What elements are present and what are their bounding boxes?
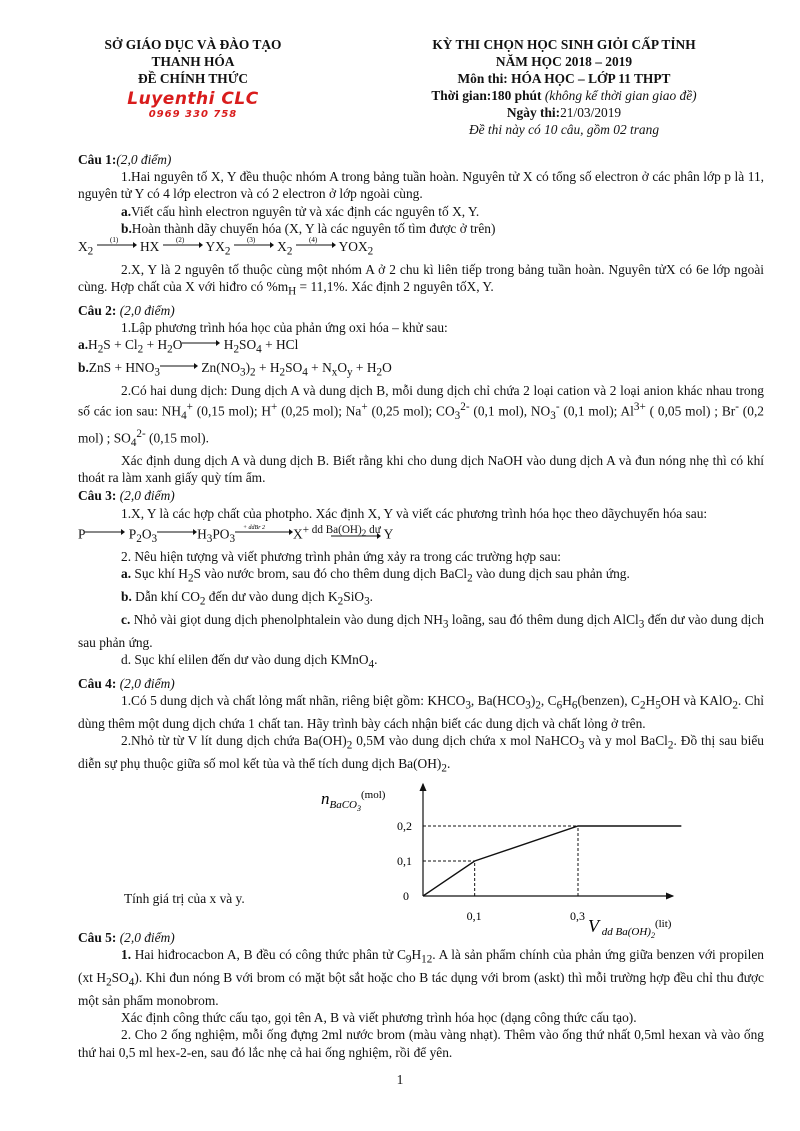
q3-part-d: d. Sục khí elilen đến dư vào dung dịch KMnO$_4$.: [121, 652, 378, 671]
brand-phone: 0969 330 758: [148, 109, 238, 120]
q4-part1: 1.Có 5 dung dịch và chất lỏng mất nhãn, riêng biệt gồm: $KHCO_3$, $Ba(HCO_3)_2$, $C_6H_6(benzen)$, $C_2H_5OH$ và KAlO$_2$. Chỉ dùng thêm một dung dịch chứa 1 chất tan. Hãy trình bày cách nhận biết các dung dịch và chất lỏng ở trên.: [78, 693, 765, 732]
question-3-title: Câu 3: (2,0 điểm): [78, 488, 175, 504]
svg-text:(2): (2): [175, 235, 184, 244]
series-line: [423, 826, 681, 896]
q1-chain: $X_2$ (1) HX (2) $YX_2$ (3) $X_2$ (4) $YOX_2$: [78, 235, 374, 258]
question-5-title: Câu 5: (2,0 điểm): [78, 930, 175, 946]
header-right: [364, 36, 764, 138]
department-name: SỞ GIÁO DỤC VÀ ĐÀO TẠO: [104, 37, 282, 52]
svg-text:+ ddBr 2: + ddBr 2: [243, 525, 266, 532]
exam-duration: Thời gian:180 phút (không kể thời gian giao đề): [431, 88, 697, 103]
q5-part3: Xác định công thức cấu tạo, gọi tên A, B và viết phương trình hóa học (dạng công thức cấu tạo).: [121, 1010, 637, 1026]
q3-part-c: c. Nhỏ vài giọt dung dịch phenolphtalein vào dung dịch $NH_3$ loãng, sau đó thêm dung dịch AlCl$_3$ đến dư vào dung dịch sau phản ứng.: [78, 612, 764, 650]
q2-part3: Xác định dung dịch A và dung dịch B. Biết rằng khi cho dung dịch NaOH vào dung dịch A và đun nóng nhẹ thì có khí thoát ra làm xanh giấy quỳ tím ẩm.: [78, 453, 764, 486]
x-tick-0.3: 0,3: [570, 909, 585, 924]
q2-part1: 1.Lập phương trình hóa học của phản ứng oxi hóa – khử sau:: [121, 320, 448, 336]
svg-text:(3): (3): [246, 235, 255, 244]
q3-part2: 2. Nêu hiện tượng và viết phương trình phản ứng xảy ra trong các trường hợp sau:: [121, 549, 562, 565]
q1-part2: 2.X, Y là 2 nguyên tố thuộc cùng một nhóm A ở 2 chu kì liên tiếp trong bảng tuần hoàn. Nguyên tửX có 6e lớp ngoài cùng. Hợp chất của X với hiđro có $\%m_H = 11,1\%$. Xác định 2 nguyên tốX, Y.: [78, 261, 764, 298]
question-2-title: Câu 2: (2,0 điểm): [78, 302, 175, 318]
arrow-label-1: (1): [109, 235, 118, 244]
q3-chain: P $P_2O_3$ $H_3PO_3$ + ddBr 2 $X^{+ dd Ba(OH)_2 dư}$ Y: [78, 523, 394, 545]
q1-part-a: a.Viết cấu hình electron nguyên tử và xác định các nguyên tố X, Y.: [121, 203, 480, 219]
question-2: [78, 302, 764, 486]
q2-eq-a: $a.H_2S + Cl_2 + H_2O$ $H_2SO_4$ + HCl: [78, 337, 299, 357]
y-axis-label: $n_{BaCO}3^{(mol)}$: [321, 789, 386, 814]
brand-logo: Luyenthi CLC: [127, 89, 259, 109]
exam-header: [78, 36, 764, 138]
q4-part2: 2.Nhỏ từ từ V lít dung dịch chứa $Ba(OH)_2$ 0,5M vào dung dịch chứa x mol NaHCO$_3$ và y mol BaCl$_2$. Đồ thị sau biểu diễn sự phụ thuộc giữa số mol kết tủa và thể tích dung dịch $Ba(OH)_2$.: [78, 733, 764, 775]
q3-part1: 1.X, Y là các hợp chất của photpho. Xác định X, Y và viết các phương trình hóa học theo dãychuyển hóa sau:: [121, 505, 708, 521]
q1-part-b: b.Hoàn thành dãy chuyển hóa (X, Y là các nguyên tố tìm được ở trên): [121, 220, 496, 236]
header-left: [78, 36, 308, 138]
school-year: NĂM HỌC 2018 – 2019: [495, 54, 633, 69]
question-4-title: Câu 4: (2,0 điểm): [78, 676, 175, 692]
x-tick-0.1: 0,1: [466, 909, 482, 924]
bacO3-chart: [238, 778, 678, 941]
q3-part-a: a. Sục khí $H_2S$ vào nước brom, sau đó cho thêm dung dịch BaCl$_2$ vào dung dịch sau phản ứng.: [121, 566, 630, 586]
page-number: 1: [396, 1072, 404, 1087]
exam-page: [78, 36, 764, 1061]
q2-part2: 2.Có hai dung dịch: Dung dịch A và dung dịch B, mỗi dung dịch chỉ chứa 2 loại cation và 2 loại anion khác nhau trong số các ion sau: $NH_4^+$ (0,15 mol); H+ (0,25 mol); Na+ (0,25 mol); $CO_3^{2-}$ (0,1 mol), $NO_3^-$ (0,1 mol); $Al^{3+}$ ( 0,05 mol) ; Br- (0,2 mol) ; $SO_4^{2-}$ (0,15 mol).: [78, 383, 764, 449]
exam-subject: Môn thi: HÓA HỌC – LỚP 11 THPT: [457, 71, 671, 86]
y-tick-0.1: 0,1: [397, 854, 412, 869]
origin-label: 0: [403, 889, 409, 904]
q2-eq-b: $b.ZnS + HNO_3$ $Zn(NO_3)_2 + H_2SO_4 + N_xO_y + H_2O$: [78, 360, 392, 379]
q1-part1: 1.Hai nguyên tố X, Y đều thuộc nhóm A trong bảng tuần hoàn. Nguyên tử X có tổng số electron ở các phân lớp p là 11, nguyên tử Y có 4 lớp electron và có 2 electron ở lớp ngoài cùng.: [78, 169, 764, 202]
q5-part1: 1. Hai hiđrocacbon A, B đều có công thức phân tử $C_9H_{12}$. A là sản phẩm chính của phản ứng giữa benzen với propilen (xt $H_2SO_4$). Khi đun nóng B với brom có mặt bột sắt hoặc cho B tác dụng với brom (askt) thì mỗi trường hợp đều chỉ thu được một sản phẩm monobrom.: [78, 947, 765, 1009]
question-5: [78, 929, 764, 1061]
question-1-title: Câu 1:(2,0 điểm): [78, 152, 172, 167]
y-tick-0.2: 0,2: [397, 819, 412, 834]
province-name: THANH HÓA: [151, 54, 235, 69]
question-3: [78, 487, 764, 674]
question-1: [78, 151, 764, 301]
page-count-note: Đề thi này có 10 câu, gồm 02 trang: [468, 122, 660, 137]
exam-date: Ngày thi:21/03/2019: [506, 105, 622, 120]
official-label: ĐỀ CHÍNH THỨC: [137, 71, 249, 86]
x-axis-label: V dd $Ba(OH)2^{(lit)}$: [588, 916, 672, 941]
q5-part2: 2. Cho 2 ống nghiệm, mỗi ống đựng 2ml nước brom (màu vàng nhạt). Thêm vào ống thứ nhất 0,5ml hexan và vào ống thứ hai 0,5 ml hex-2-en, sau đó lắc nhẹ cả hai ống nghiệm, rồi để yên.: [78, 1027, 764, 1060]
exam-title: KỲ THI CHỌN HỌC SINH GIỎI CẤP TỈNH: [432, 37, 696, 52]
svg-text:(4): (4): [308, 235, 317, 244]
q3-part-b: b. Dẫn khí $CO_2$ đến dư vào dung dịch $K_2SiO_3$.: [121, 589, 374, 608]
graph-prompt: Tính giá trị của x và y.: [124, 891, 245, 907]
